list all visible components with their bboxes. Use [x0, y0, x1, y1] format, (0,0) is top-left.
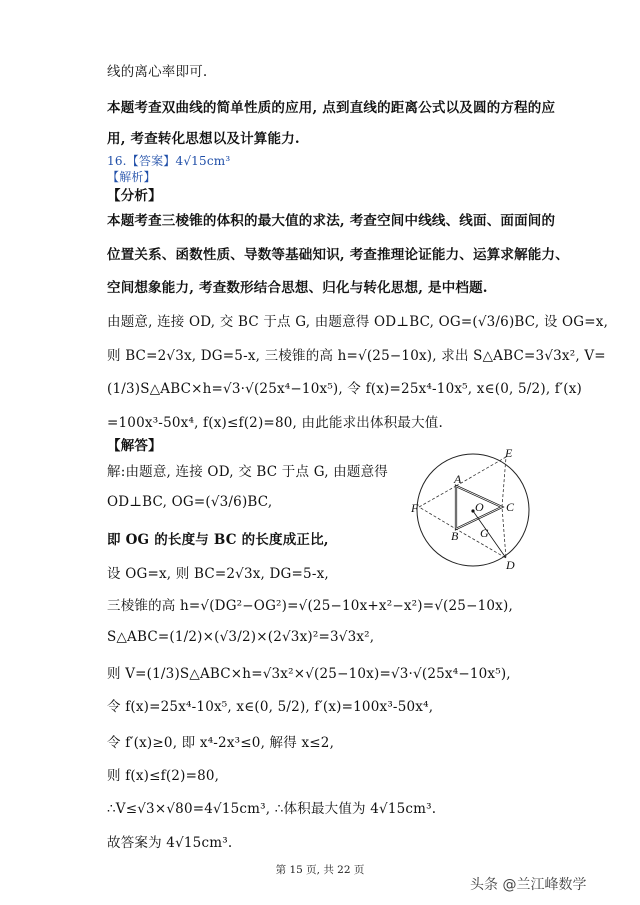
label-b: B	[451, 529, 459, 543]
label-c: C	[506, 500, 515, 514]
text-line-7: 本题考查三棱锥的体积的最大值的求法, 考查空间中线线、线面、面面间的	[107, 213, 556, 229]
text-line-9: 空间想象能力, 考查数形结合思想、归化与转化思想, 是中档题.	[107, 280, 488, 296]
segment-od	[473, 511, 506, 558]
text-line-12: (1/3)S△ABC×h=√3·√(25x⁴−10x⁵), 令 f(x)=25x⁴-10x⁵, x∈(0, 5/2), f′(x)	[107, 381, 583, 397]
text-line-3: 用, 考查转化思想以及计算能力.	[107, 131, 300, 147]
text-line-21: 则 V=(1/3)S△ABC×h=√3x²×√(25−10x)=√3·√(25x⁴−10x⁵),	[107, 666, 511, 682]
text-line-15: 解:由题意, 连接 OD, 交 BC 于点 G, 由题意得	[107, 464, 388, 480]
answer-label: 16.【答案】4√15cm³	[107, 154, 231, 168]
text-line-13: =100x³-50x⁴, f(x)≤f(2)=80, 由此能求出体积最大值.	[107, 415, 443, 431]
section-heading-fenxi: 【分析】	[107, 188, 162, 204]
text-line-26: 故答案为 4√15cm³.	[107, 835, 233, 851]
text-line-16: OD⊥BC, OG=(√3/6)BC,	[107, 494, 273, 510]
label-a: A	[454, 472, 462, 486]
text-line-17: 即 OG 的长度与 BC 的长度成正比,	[107, 532, 329, 548]
label-f: F	[411, 501, 419, 515]
text-line-18: 设 OG=x, 则 BC=2√3x, DG=5-x,	[107, 566, 329, 582]
circle-triangle-figure	[408, 445, 538, 575]
text-line-25: ∴V≤√3×√80=4√15cm³, ∴体积最大值为 4√15cm³.	[107, 801, 437, 817]
text-line-23: 令 f′(x)≥0, 即 x⁴-2x³≤0, 解得 x≤2,	[107, 735, 335, 751]
text-line-2: 本题考查双曲线的简单性质的应用, 点到直线的距离公式以及圆的方程的应	[107, 100, 556, 116]
text-line-24: 则 f(x)≤f(2)=80,	[107, 768, 220, 784]
watermark: 头条 @兰江峰数学	[470, 877, 587, 893]
page-footer: 第 15 页, 共 22 页	[275, 864, 365, 876]
text-line-20: S△ABC=(1/2)×(√3/2)×(2√3x)²=3√3x²,	[107, 629, 375, 645]
text-line-1: 线的离心率即可.	[107, 64, 208, 80]
label-e: E	[505, 446, 513, 460]
text-line-11: 则 BC=2√3x, DG=5-x, 三棱锥的高 h=√(25−10x), 求出 S△ABC=3√3x², V=	[107, 348, 606, 364]
label-d: D	[506, 558, 515, 572]
text-line-10: 由题意, 连接 OD, 交 BC 于点 G, 由题意得 OD⊥BC, OG=(√3/6)BC, 设 OG=x,	[107, 314, 609, 330]
text-line-22: 令 f(x)=25x⁴-10x⁵, x∈(0, 5/2), f′(x)=100x³-50x⁴,	[107, 699, 434, 715]
analysis-label: 【解析】	[107, 170, 156, 184]
text-line-8: 位置关系、函数性质、导数等基础知识, 考查推理论证能力、运算求解能力、	[107, 247, 569, 263]
text-line-19: 三棱锥的高 h=√(DG²−OG²)=√(25−10x+x²−x²)=√(25−10x),	[107, 598, 513, 614]
label-o: O	[475, 500, 484, 514]
section-heading-jieda: 【解答】	[107, 438, 162, 454]
label-g: G	[480, 526, 489, 540]
